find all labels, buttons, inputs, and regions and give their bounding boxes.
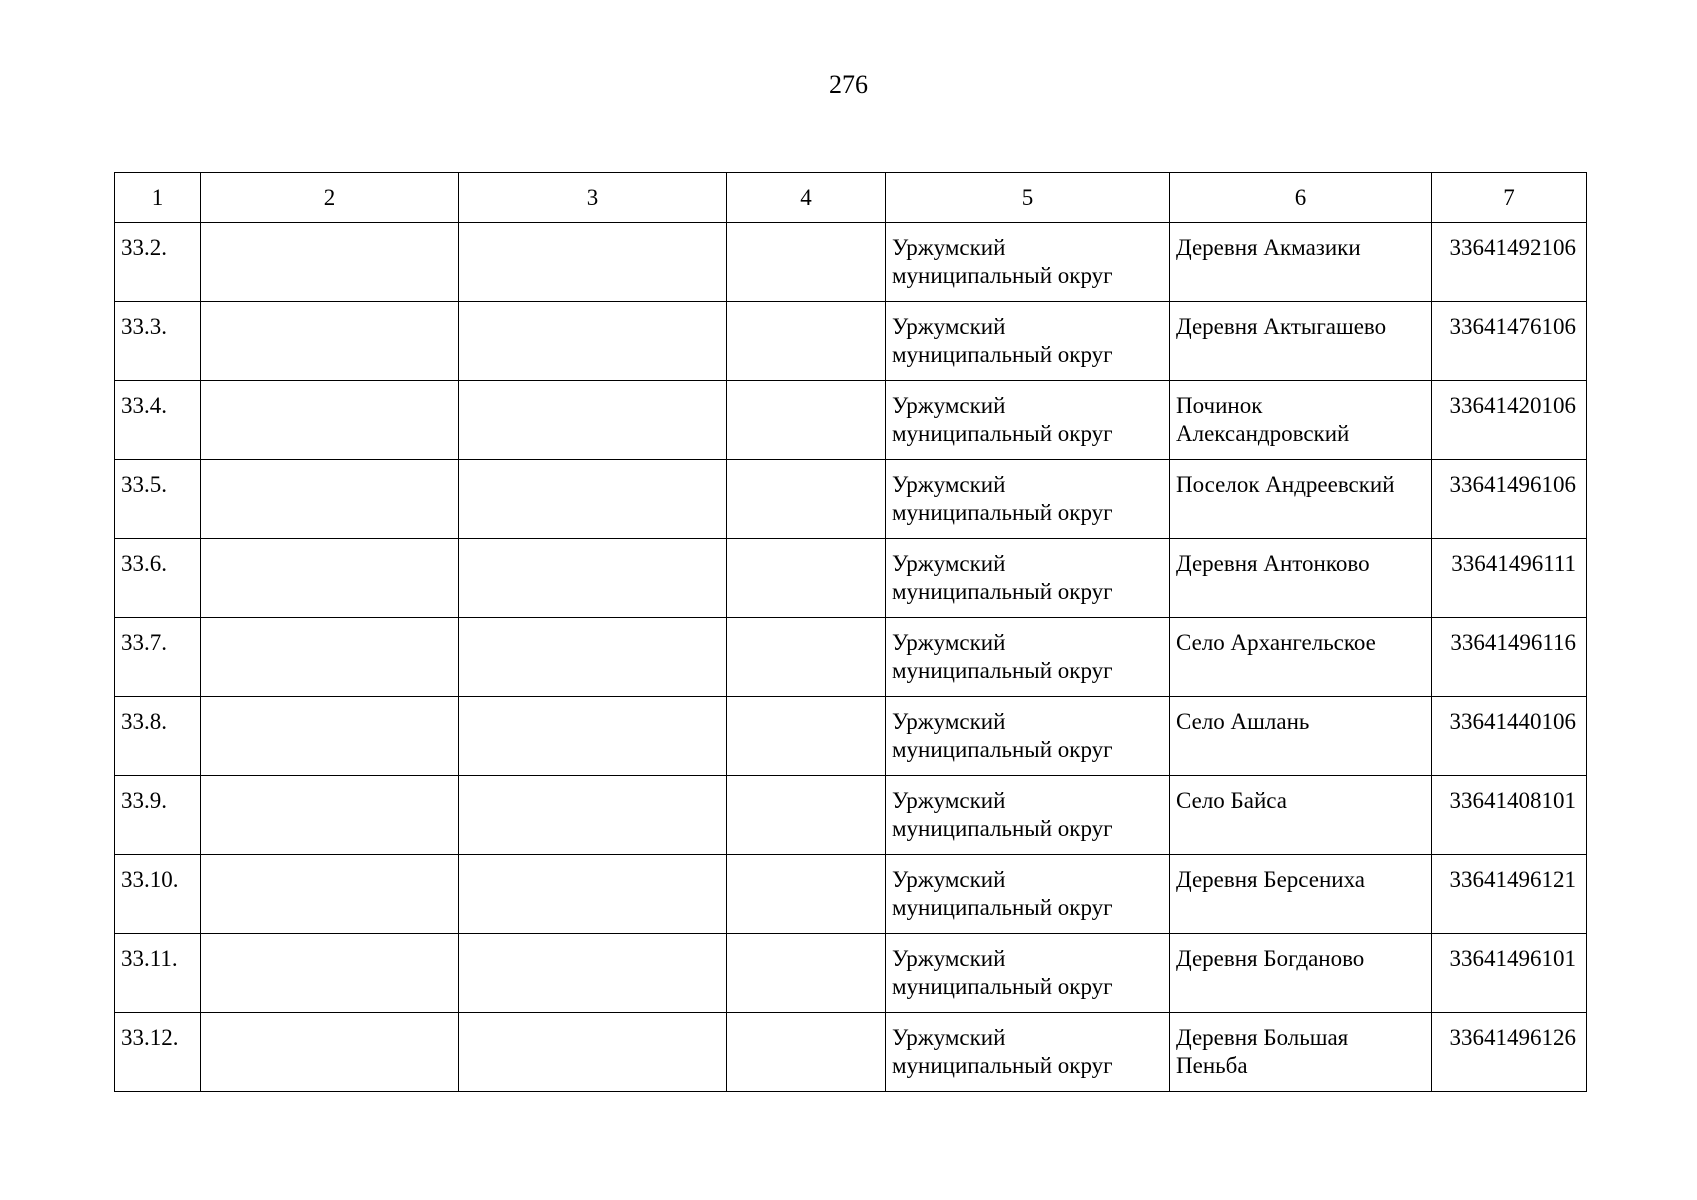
table-row (115, 776, 1587, 855)
table-row (115, 697, 1587, 776)
row-number: 33.6. (121, 551, 167, 576)
cell-column-2 (201, 460, 458, 471)
row-number: 33.4. (121, 393, 167, 418)
column-number-7: 7 (1432, 173, 1587, 223)
table-row (115, 539, 1587, 618)
municipal-district: Уржумский муниципальный округ (892, 946, 1113, 999)
municipal-district: Уржумский муниципальный округ (892, 472, 1113, 525)
settlement-name: Село Архангельское (1176, 630, 1376, 655)
oktmo-code: 33641496106 (1449, 472, 1576, 497)
table-row (115, 1013, 1587, 1092)
oktmo-code: 33641496101 (1449, 946, 1576, 971)
table-header (115, 173, 1587, 223)
municipal-district: Уржумский муниципальный округ (892, 1025, 1113, 1078)
cell-column-3 (459, 618, 726, 629)
cell-column-4 (727, 855, 885, 866)
row-number: 33.9. (121, 788, 167, 813)
oktmo-code: 33641496126 (1449, 1025, 1576, 1050)
row-number: 33.12. (121, 1025, 179, 1050)
oktmo-code: 33641496121 (1449, 867, 1576, 892)
settlement-name: Деревня Богданово (1176, 946, 1365, 971)
cell-column-3 (459, 539, 726, 550)
municipal-district: Уржумский муниципальный округ (892, 709, 1113, 762)
table-row (115, 934, 1587, 1013)
oktmo-code: 33641492106 (1449, 235, 1576, 260)
settlement-name: Деревня Антонково (1176, 551, 1370, 576)
cell-column-2 (201, 934, 458, 945)
municipal-district: Уржумский муниципальный округ (892, 630, 1113, 683)
table-row (115, 302, 1587, 381)
settlement-name: Деревня Берсениха (1176, 867, 1366, 892)
settlement-name: Починок Александровский (1176, 393, 1350, 446)
settlement-name: Деревня Актыгашево (1176, 314, 1387, 339)
settlement-name: Поселок Андреевский (1176, 472, 1395, 497)
oktmo-code: 33641496116 (1450, 630, 1576, 655)
column-number-4: 4 (727, 173, 886, 223)
column-number-5: 5 (886, 173, 1170, 223)
column-number-1: 1 (115, 173, 201, 223)
column-number-2: 2 (201, 173, 459, 223)
oktmo-code: 33641420106 (1449, 393, 1576, 418)
cell-column-3 (459, 460, 726, 471)
table-row (115, 618, 1587, 697)
settlement-name: Деревня Большая Пеньба (1176, 1025, 1349, 1078)
cell-column-4 (727, 776, 885, 787)
cell-column-3 (459, 855, 726, 866)
oktmo-code: 33641408101 (1449, 788, 1576, 813)
cell-column-2 (201, 381, 458, 392)
cell-column-3 (459, 776, 726, 787)
register-table (114, 172, 1587, 1092)
cell-column-4 (727, 302, 885, 313)
column-number-3: 3 (459, 173, 727, 223)
column-number-6: 6 (1170, 173, 1432, 223)
table-row (115, 460, 1587, 539)
cell-column-3 (459, 302, 726, 313)
municipal-district: Уржумский муниципальный округ (892, 551, 1113, 604)
row-number: 33.2. (121, 235, 167, 260)
row-number: 33.5. (121, 472, 167, 497)
cell-column-4 (727, 381, 885, 392)
row-number: 33.3. (121, 314, 167, 339)
settlement-name: Деревня Акмазики (1176, 235, 1361, 260)
cell-column-3 (459, 381, 726, 392)
cell-column-4 (727, 539, 885, 550)
cell-column-3 (459, 223, 726, 234)
table-row (115, 223, 1587, 302)
cell-column-4 (727, 618, 885, 629)
cell-column-2 (201, 697, 458, 708)
municipal-district: Уржумский муниципальный округ (892, 235, 1113, 288)
oktmo-code: 33641496111 (1451, 551, 1576, 576)
cell-column-2 (201, 855, 458, 866)
municipal-district: Уржумский муниципальный округ (892, 867, 1113, 920)
page-number: 276 (829, 70, 868, 99)
cell-column-3 (459, 1013, 726, 1024)
header-row (115, 173, 1587, 223)
municipal-district: Уржумский муниципальный округ (892, 393, 1113, 446)
table-row (115, 381, 1587, 460)
table-row (115, 855, 1587, 934)
cell-column-4 (727, 934, 885, 945)
row-number: 33.11. (121, 946, 178, 971)
municipal-district: Уржумский муниципальный округ (892, 314, 1113, 367)
cell-column-3 (459, 697, 726, 708)
row-number: 33.7. (121, 630, 167, 655)
cell-column-4 (727, 1013, 885, 1024)
cell-column-2 (201, 302, 458, 313)
municipal-district: Уржумский муниципальный округ (892, 788, 1113, 841)
cell-column-2 (201, 539, 458, 550)
cell-column-4 (727, 460, 885, 471)
settlement-name: Село Ашлань (1176, 709, 1310, 734)
settlement-name: Село Байса (1176, 788, 1287, 813)
cell-column-2 (201, 618, 458, 629)
cell-column-2 (201, 1013, 458, 1024)
row-number: 33.10. (121, 867, 179, 892)
cell-column-4 (727, 697, 885, 708)
cell-column-4 (727, 223, 885, 234)
cell-column-2 (201, 223, 458, 234)
table-body (115, 223, 1587, 1092)
cell-column-2 (201, 776, 458, 787)
oktmo-code: 33641476106 (1449, 314, 1576, 339)
cell-column-3 (459, 934, 726, 945)
oktmo-code: 33641440106 (1449, 709, 1576, 734)
row-number: 33.8. (121, 709, 167, 734)
